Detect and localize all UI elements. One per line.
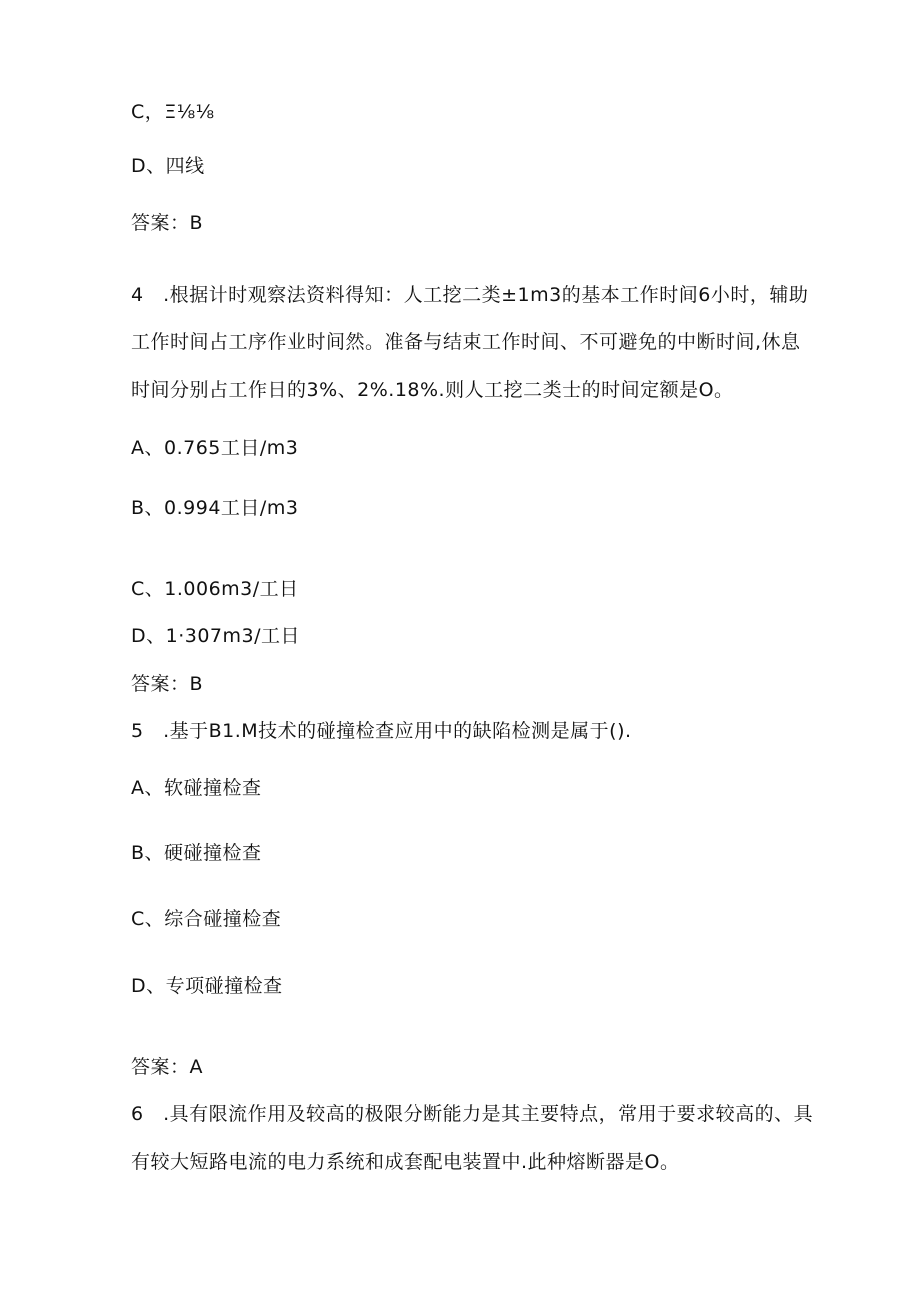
q3-option-d: D、四线 (131, 155, 205, 177)
q5-option-b: B、硬碰撞检查 (131, 842, 262, 864)
q4-option-b: B、0.994工日/m3 (131, 497, 299, 519)
q4-stem-line-3: 时间分别占工作日的3%、2%.18%.则人工挖二类士的时间定额是O。 (131, 379, 734, 401)
q5-option-a: A、软碰撞检查 (131, 777, 262, 799)
q6-stem-line-2: 有较大短路电流的电力系统和成套配电装置中.此种熔断器是O。 (131, 1151, 680, 1173)
q6-stem-line-1: 6 .具有限流作用及较高的极限分断能力是其主要特点，常用于要求较高的、具 (131, 1103, 814, 1125)
q4-stem-line-2: 工作时间占工序作业时间然。准备与结束工作时间、不可避免的中断时间,休息 (131, 331, 801, 353)
q3-answer: 答案：B (131, 212, 204, 234)
q4-answer: 答案：B (131, 673, 204, 695)
q4-stem-line-1: 4 .根据计时观察法资料得知：人工挖二类±1m3的基本工作时间6小时，辅助 (131, 284, 809, 306)
q4-option-d: D、1·307m3/工日 (131, 625, 301, 647)
q4-option-c: C、1.006m3/工日 (131, 578, 299, 600)
q5-option-c: C、综合碰撞检查 (131, 908, 282, 930)
q5-stem: 5 .基于B1.M技术的碰撞检查应用中的缺陷检测是属于(). (131, 720, 632, 742)
q5-option-d: D、专项碰撞检查 (131, 975, 283, 997)
q5-answer: 答案：A (131, 1056, 203, 1078)
q3-option-c: C，Ξ⅛⅛ (131, 101, 215, 123)
q4-option-a: A、0.765工日/m3 (131, 437, 299, 459)
